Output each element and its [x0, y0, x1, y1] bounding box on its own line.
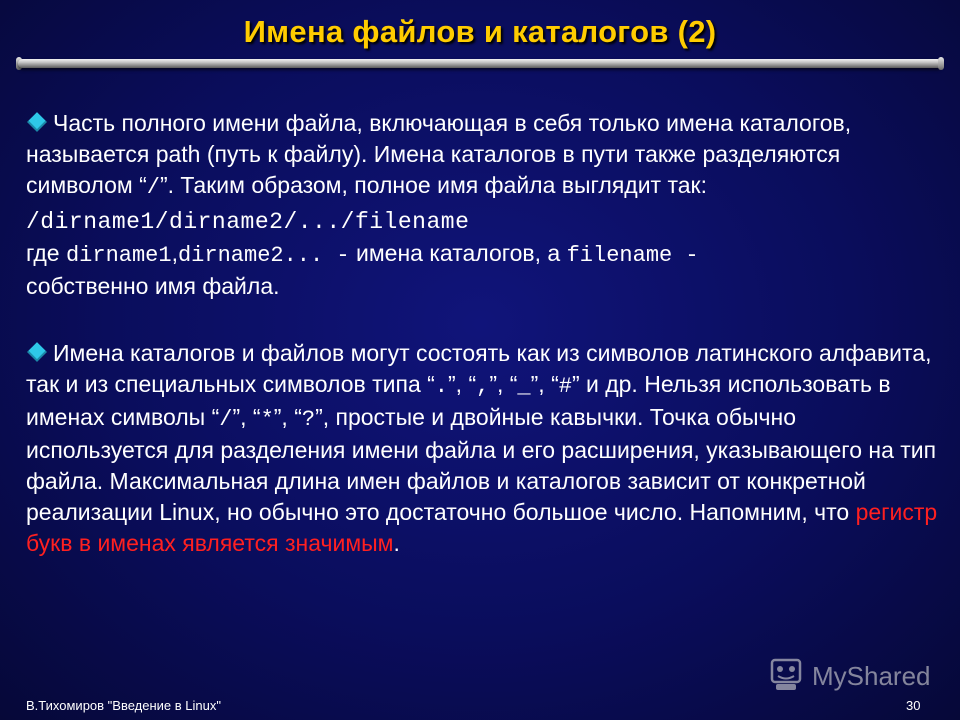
quote-sep: ”, “: [448, 371, 477, 397]
page-number: 30: [906, 698, 921, 713]
dirname1-code: dirname1: [65, 243, 172, 268]
bullet-2-text-b: ” и др. Нельзя использовать в именах символы “: [26, 371, 891, 430]
quote-sep: ”, “: [273, 404, 302, 430]
quote-sep: ”, “: [530, 371, 559, 397]
symbol-slash: /: [219, 407, 233, 432]
comma-text: ,: [171, 240, 178, 266]
spacer: [26, 302, 938, 338]
bullet-2-end: .: [393, 530, 400, 556]
symbol-hash: #: [558, 374, 572, 399]
bullet-2-text-c: ”, простые и двойные кавычки. Точка обычно используется для разделения имени файла и его расширения, указывающего на тип файла. Максимальная длина имен файлов и каталогов зависит от конкретной реализации Linux, но обычно это достаточно большое число. Напомним, что: [26, 404, 937, 525]
symbol-comma: ,: [476, 374, 490, 399]
symbol-dot: .: [434, 374, 448, 399]
bullet-2-text-a: Имена каталогов и файлов могут состоять как из символов латинского алфавита, так и из специальных символов типа “: [26, 340, 932, 397]
symbol-star: *: [260, 407, 274, 432]
dirname2-code: dirname2... -: [177, 243, 350, 268]
symbol-question: ?: [301, 407, 316, 432]
file-description: собственно имя файла.: [26, 273, 280, 299]
bullet-paragraph-1: [26, 108, 938, 203]
watermark-text: MyShared: [812, 661, 931, 691]
diamond-bullet-icon: [27, 112, 47, 132]
slide-title: Имена файлов и каталогов (2): [243, 14, 717, 49]
filename-code: filename -: [566, 243, 699, 268]
path-example: /dirname1/dirname2/.../filename: [26, 209, 470, 235]
bullet-paragraph-2: [26, 338, 938, 559]
dir-description: имена каталогов, а: [349, 240, 567, 266]
where-label: где: [26, 240, 66, 266]
bullet-1-text-after: ”. Таким образом, полное имя файла выглядит так:: [159, 172, 708, 198]
where-line: [26, 238, 938, 271]
title-rule-right-cap: [938, 57, 944, 70]
bullet-1-text: Часть полного имени файла, включающая в себя только имена каталогов, называется path (путь к файлу). Имена каталогов в пути также разделяются символом “: [26, 110, 852, 198]
footer-author: В.Тихомиров "Введение в Linux": [26, 698, 221, 713]
highlighted-text: регистр букв в именах является значимым: [26, 499, 938, 556]
myshared-logo-icon: [766, 656, 806, 696]
quote-sep: ”, “: [489, 371, 518, 397]
slide-body: [26, 108, 938, 559]
quote-sep: ”, “: [232, 404, 261, 430]
separator-symbol: /: [146, 175, 160, 200]
title-rule: [18, 59, 942, 68]
diamond-bullet-icon: [27, 342, 47, 362]
watermark: [766, 656, 946, 696]
symbol-underscore: _: [517, 374, 531, 399]
